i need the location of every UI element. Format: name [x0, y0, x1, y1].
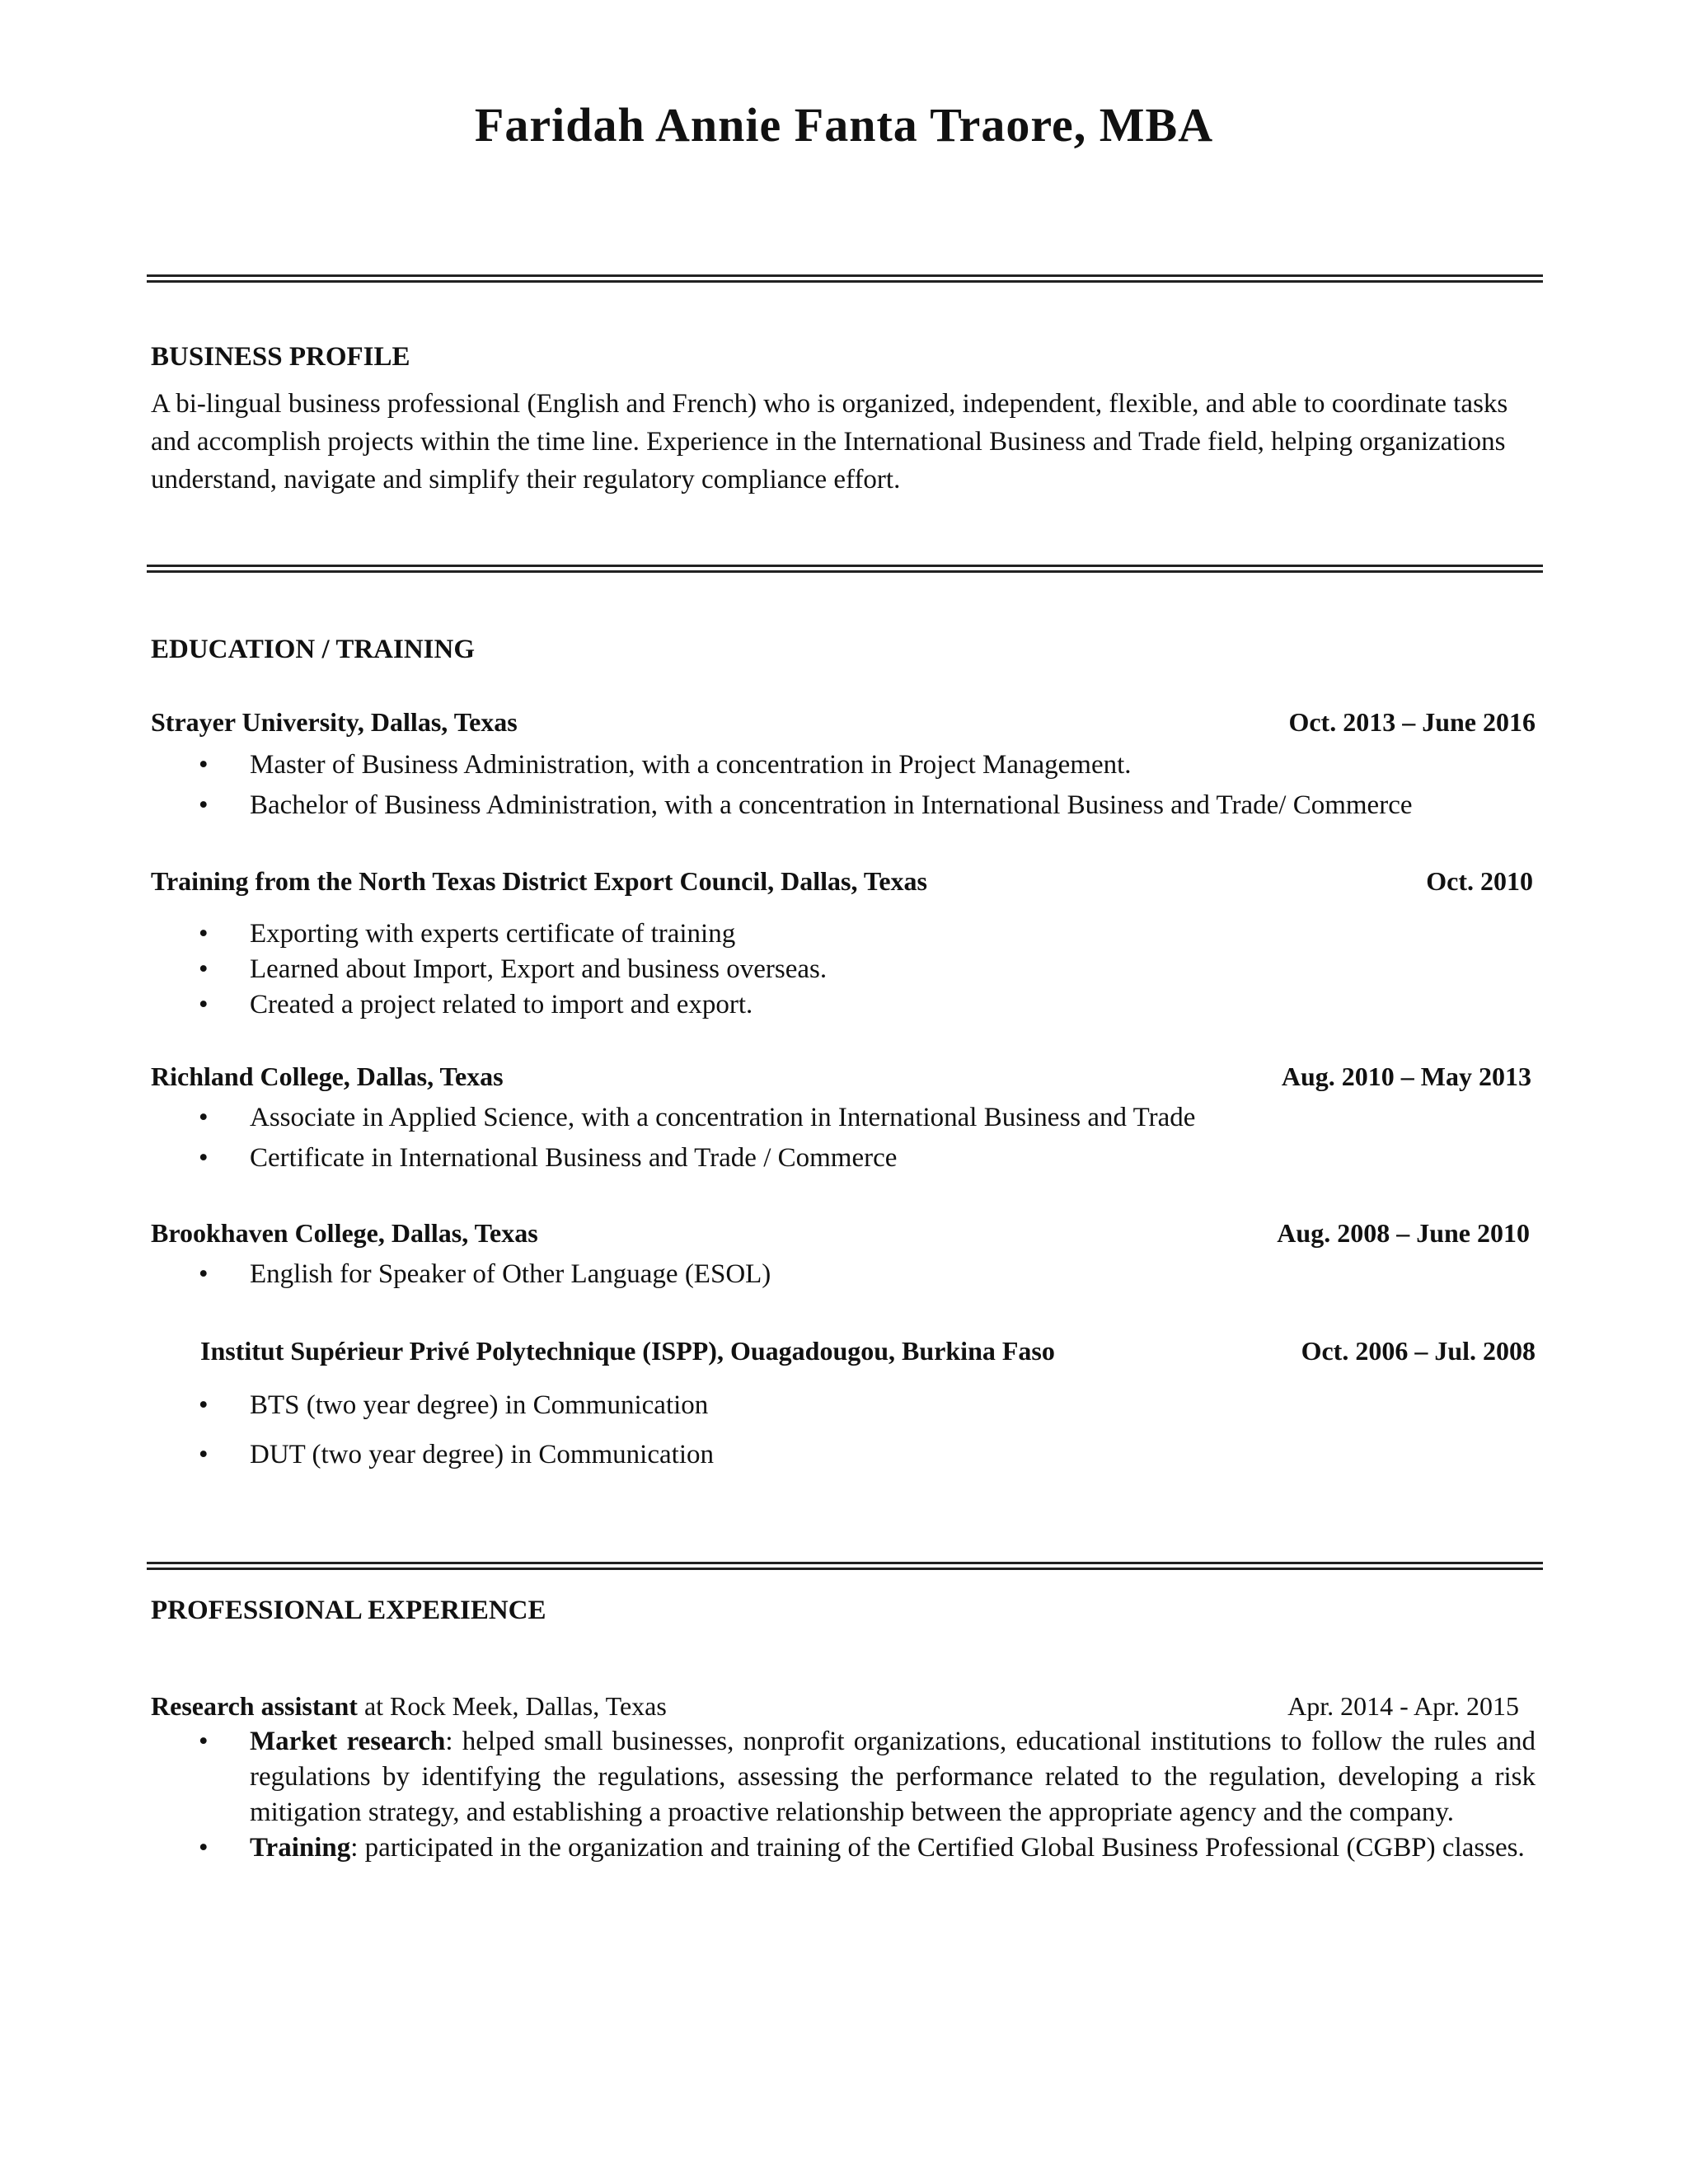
bullet-icon: •	[199, 1259, 209, 1289]
education-bullets	[151, 745, 1536, 826]
education-bullets	[151, 1254, 1536, 1295]
bullet-text: English for Speaker of Other Language (ESOL)	[250, 1259, 771, 1289]
bullet-icon: •	[199, 790, 209, 820]
bullet-icon: •	[199, 919, 209, 949]
profile-heading: BUSINESS PROFILE	[151, 342, 410, 372]
school-name: Brookhaven College, Dallas, Texas	[151, 1218, 538, 1248]
bullet-icon: •	[199, 750, 209, 780]
job-bullets	[151, 1724, 1536, 1866]
bullet-body: : participated in the organization and training of the Certified Global Business Professional (CGBP) classes.	[350, 1833, 1525, 1863]
bullet-icon: •	[199, 990, 209, 1019]
school-dates: Aug. 2008 – June 2010	[1277, 1218, 1530, 1248]
education-bullets	[151, 916, 1536, 1023]
job-role: Research assistant	[151, 1691, 358, 1721]
section-divider	[147, 1562, 1543, 1570]
section-divider	[147, 565, 1543, 573]
list-item	[151, 1830, 1536, 1866]
bullet-icon: •	[199, 1727, 209, 1756]
job-title-line	[151, 1687, 667, 1725]
bullet-text: Learned about Import, Export and business overseas.	[250, 954, 828, 984]
list-item	[151, 1098, 1536, 1138]
school-dates: Aug. 2010 – May 2013	[1281, 1062, 1531, 1091]
bullet-text: BTS (two year degree) in Communication	[250, 1390, 709, 1420]
bullet-lead: Market research	[250, 1727, 446, 1756]
school-dates: Oct. 2010	[1426, 866, 1533, 896]
education-entry	[151, 703, 1536, 741]
job-dates: Apr. 2014 - Apr. 2015	[1287, 1691, 1519, 1721]
bullet-icon: •	[199, 1833, 209, 1863]
job-entry	[151, 1687, 1536, 1725]
bullet-icon: •	[199, 1103, 209, 1132]
bullet-icon: •	[199, 954, 209, 984]
school-name: Training from the North Texas District Export Council, Dallas, Texas	[151, 866, 927, 896]
bullet-icon: •	[199, 1390, 209, 1420]
section-divider	[147, 274, 1543, 283]
education-entry	[200, 1332, 1536, 1370]
education-entry	[151, 1214, 1536, 1252]
bullet-text: Bachelor of Business Administration, with a concentration in International Business and Trade/ Commerce	[250, 790, 1413, 820]
list-item	[151, 1254, 1536, 1295]
school-dates: Oct. 2013 – June 2016	[1288, 707, 1536, 737]
list-item	[151, 916, 1536, 952]
bullet-text: Certificate in International Business and Trade / Commerce	[250, 1143, 898, 1173]
list-item	[151, 1430, 1536, 1479]
bullet-text: Master of Business Administration, with a concentration in Project Management.	[250, 750, 1132, 780]
school-name: Institut Supérieur Privé Polytechnique (ISPP), Ouagadougou, Burkina Faso	[200, 1336, 1055, 1366]
bullet-body: : helped small businesses, nonprofit organizations, educational institutions to follow the rules and regulations by identifying the regulations, assessing the performance related to the regulation, developing a risk mitigation strategy, and establishing a proactive relationship between the appropriate agency and the company.	[250, 1727, 1536, 1827]
bullet-icon: •	[199, 1143, 209, 1173]
bullet-text: Created a project related to import and export.	[250, 990, 753, 1019]
bullet-text	[250, 1724, 1536, 1830]
profile-text: A bi-lingual business professional (English and French) who is organized, independent, flexible, and able to coordinate tasks and accomplish projects within the time line. Experience in the International Business and Trade field, helping organizations understand, navigate and simplify their regulatory compliance effort.	[151, 389, 1508, 494]
list-item	[151, 745, 1536, 785]
education-bullets	[151, 1098, 1536, 1179]
resume-name: Faridah Annie Fanta Traore, MBA	[474, 98, 1214, 152]
list-item	[151, 952, 1536, 987]
school-dates: Oct. 2006 – Jul. 2008	[1301, 1336, 1536, 1366]
school-name: Strayer University, Dallas, Texas	[151, 707, 518, 737]
list-item	[151, 987, 1536, 1023]
list-item	[151, 1380, 1536, 1430]
job-org: at Rock Meek, Dallas, Texas	[357, 1691, 667, 1721]
education-heading: EDUCATION / TRAINING	[151, 635, 476, 664]
bullet-lead: Training	[250, 1833, 351, 1863]
bullet-text: DUT (two year degree) in Communication	[250, 1440, 714, 1469]
education-bullets	[151, 1380, 1536, 1479]
list-item	[151, 785, 1536, 826]
bullet-icon: •	[199, 1440, 209, 1469]
education-entry	[151, 1057, 1536, 1095]
list-item	[151, 1138, 1536, 1179]
education-entry	[151, 862, 1536, 900]
bullet-text: Associate in Applied Science, with a concentration in International Business and Trade	[250, 1103, 1196, 1132]
experience-heading: PROFESSIONAL EXPERIENCE	[151, 1596, 546, 1625]
school-name: Richland College, Dallas, Texas	[151, 1062, 504, 1091]
list-item	[151, 1724, 1536, 1830]
bullet-text: Exporting with experts certificate of training	[250, 919, 736, 949]
bullet-text	[250, 1830, 1536, 1866]
